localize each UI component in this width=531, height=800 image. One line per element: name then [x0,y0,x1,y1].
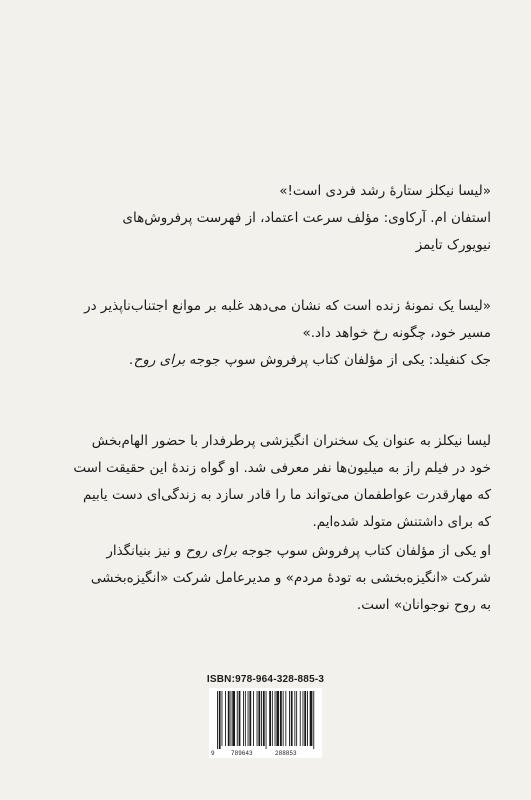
barcode-bar [261,691,262,746]
barcode-bar [275,691,276,746]
barcode-bar [225,691,226,746]
barcode-graphic [209,688,322,758]
barcode-bar [304,691,306,746]
barcode-bar [258,691,260,746]
barcode-bar [231,691,232,746]
bio-paragraph-1 [36,428,491,536]
barcode-bar [243,691,244,746]
barcode-bar [296,691,297,746]
quote-text: «لیسا نیکلز ستارهٔ رشد فردی است!» [279,183,491,199]
barcode-bar [239,691,241,746]
bio-paragraph-2 [36,538,491,619]
barcode-bar [222,691,223,746]
barcode-bar [269,691,271,746]
barcode-bar [253,691,254,746]
bio-line: که برای داشتنش متولد شده‌ایم. [312,514,491,530]
attribution-italic-title: برای روح. [129,352,186,368]
barcode-bar [245,691,246,746]
attribution-text: جک کنفیلد: یکی از مؤلفان کتاب پرفروش سوپ جوجه [185,352,491,368]
barcode-bar [291,691,293,746]
barcode-bar [283,691,284,746]
bio-line: که مهارقدرت عواطفمان می‌تواند ما را قادر سازد به زندگی‌ای دست یابیم [82,487,491,503]
barcode-bars [217,691,314,749]
barcode-bar [289,691,290,746]
barcode-bar [285,691,286,746]
barcode-digits-left: 789643 [231,750,253,757]
barcode-bar [303,691,304,746]
quote-block-2 [36,293,491,374]
quote-block-1 [36,178,491,259]
barcode-bar [257,691,258,746]
bio-line: خود در فیلم راز به میلیون‌ها نفر معرفی شد. او گواه زندهٔ این حقیقت است [73,460,491,476]
barcode-bar [228,691,230,746]
barcode [209,688,322,758]
barcode-bar [313,691,314,749]
bio-line: لیسا نیکلز به عنوان یک سخنران انگیزشی پرطرفدار با حضور الهام‌بخش [91,433,491,449]
barcode-bar [263,691,265,746]
barcode-bar [266,691,267,749]
barcode-bar [249,691,251,746]
barcode-bar [237,691,238,746]
barcode-bar [217,691,218,749]
quote-attribution [36,347,491,374]
quote-text-line: مسیر خود، چگونه رخ خواهد داد.» [302,325,491,341]
bio-line [36,538,491,565]
bio-line: به روح نوجوانان» است. [356,597,491,613]
quote-text-line: «لیسا یک نمونهٔ زنده است که نشان می‌دهد غلبه بر موانع اجتناب‌ناپذیر در [84,298,491,314]
barcode-digits-right: 288853 [275,750,297,757]
barcode-bar [232,691,235,746]
barcode-bar [294,691,295,746]
barcode-left-digit: 9 [211,750,215,757]
barcode-bar [276,691,279,746]
quote-attribution-continued: نیویورک تایمز [415,237,491,253]
barcode-bar [310,691,313,746]
isbn-label: ISBN:978-964-328-885-3 [206,674,325,685]
barcode-bar [248,691,249,746]
bio-italic-title: برای روح [185,543,238,559]
barcode-bar [280,691,282,746]
bio-line: شرکت «انگیزه‌بخشی به تودهٔ مردم» و مدیرعامل شرکت «انگیزه‌بخشی [90,570,491,586]
bio-text: او یکی از مؤلفان کتاب پرفروش سوپ جوجه [237,543,491,559]
quote-attribution: استفان ام. آرکاوی: مؤلف سرعت اعتماد، از فهرست پرفروش‌های [122,210,491,226]
barcode-bar [219,691,221,749]
bio-text: و نیز بنیانگذار [106,543,186,559]
barcode-bar [272,691,273,746]
barcode-bar [307,691,308,746]
barcode-bar [300,691,301,746]
